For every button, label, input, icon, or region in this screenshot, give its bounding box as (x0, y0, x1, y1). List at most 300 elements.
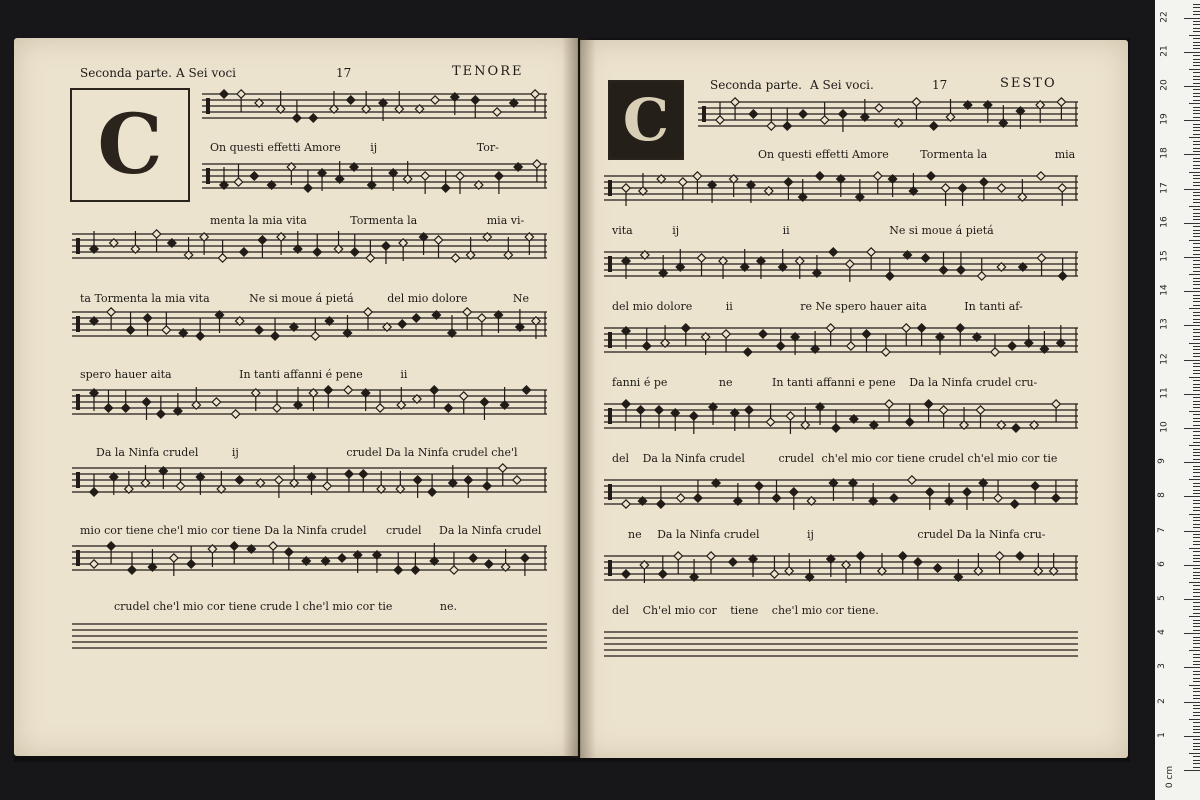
ruler-tick (1193, 767, 1200, 768)
ruler-tick (1193, 681, 1200, 682)
lyric: ta Tormenta la mia vita (80, 292, 210, 305)
ruler-tick (1184, 86, 1200, 87)
ruler-tick (1193, 418, 1200, 419)
ruler-tick (1189, 343, 1200, 344)
ruler-tick (1193, 544, 1200, 545)
ruler-tick (1189, 582, 1200, 583)
ruler-tick (1189, 240, 1200, 241)
ruler-tick (1193, 749, 1200, 750)
ruler-tick (1193, 267, 1200, 268)
open-book (14, 38, 1130, 762)
ruler-tick (1189, 548, 1200, 549)
ruler-tick (1193, 380, 1200, 381)
ruler-number: 7 (1156, 526, 1167, 533)
ruler-tick (1184, 291, 1200, 292)
ruler-tick (1189, 103, 1200, 104)
ruler-number: 2 (1156, 697, 1167, 704)
ruler-tick (1193, 271, 1200, 272)
ruler-tick (1193, 729, 1200, 730)
ruler-tick (1193, 534, 1200, 535)
ruler-tick (1193, 11, 1200, 12)
ruler-tick (1193, 524, 1200, 525)
measuring-ruler (1155, 0, 1200, 800)
ruler-tick (1193, 630, 1200, 631)
ruler-tick (1193, 295, 1200, 296)
ruler-tick (1193, 756, 1200, 757)
ruler-tick (1193, 284, 1200, 285)
ruler-number: 11 (1159, 387, 1170, 399)
ruler-tick (1193, 486, 1200, 487)
ruler-tick (1193, 332, 1200, 333)
ruler-tick (1193, 390, 1200, 391)
ruler-tick (1184, 565, 1200, 566)
lyric: Da la Ninfa crudel (642, 452, 745, 465)
ruler-tick (1193, 254, 1200, 255)
ruler-tick (1193, 281, 1200, 282)
ruler-tick (1193, 698, 1200, 699)
ruler-number: 1 (1156, 731, 1167, 738)
lyric: ch'el mio cor tiene crudel ch'el mio cor tie (821, 452, 1058, 465)
ruler-number: 15 (1159, 250, 1170, 262)
lyric: Da la Ninfa crudel (96, 446, 199, 459)
left-lyric-line-7 (114, 600, 457, 613)
right-lyric-line-2 (612, 224, 994, 237)
left-decorated-initial (70, 88, 190, 202)
ruler-tick (1193, 192, 1200, 193)
ruler-tick (1193, 620, 1200, 621)
ruler-tick (1193, 363, 1200, 364)
ruler-tick (1193, 346, 1200, 347)
ruler-tick (1193, 28, 1200, 29)
ruler-tick (1193, 161, 1200, 162)
lyric: Da la Ninfa crudel (657, 528, 760, 541)
ruler-tick (1193, 134, 1200, 135)
ruler-tick (1193, 510, 1200, 511)
ruler-tick (1193, 322, 1200, 323)
lyric: Da la Ninfa crudel (439, 524, 542, 537)
ruler-tick (1193, 712, 1200, 713)
ruler-tick (1184, 394, 1200, 395)
ruler-tick (1193, 743, 1200, 744)
ruler-tick (1193, 623, 1200, 624)
ruler-tick (1193, 319, 1200, 320)
ruler-tick (1193, 592, 1200, 593)
ruler-tick (1193, 739, 1200, 740)
lyric: crudel Da la Ninfa crudel che'l (346, 446, 518, 459)
ruler-tick (1193, 459, 1200, 460)
ruler-tick (1193, 315, 1200, 316)
lyric: crudel (778, 452, 815, 465)
ruler-tick (1193, 24, 1200, 25)
lyric: crudel che'l mio cor tiene crude l che'l mio cor tie (114, 600, 393, 613)
left-header-number: 17 (336, 66, 352, 80)
ruler-tick (1193, 14, 1200, 15)
left-lyric-line-1 (210, 141, 499, 154)
lyric: ii (400, 368, 408, 381)
ruler-tick (1193, 609, 1200, 610)
ruler-tick (1193, 537, 1200, 538)
ruler-tick (1184, 18, 1200, 19)
right-lyric-line-4 (612, 376, 1037, 389)
right-voice-name: SESTO (1000, 76, 1057, 91)
ruler-tick (1193, 585, 1200, 586)
ruler-tick (1193, 124, 1200, 125)
ruler-tick (1193, 558, 1200, 559)
lyric: Ch'el mio cor (642, 604, 717, 617)
ruler-tick (1193, 165, 1200, 166)
right-staff-4 (604, 322, 1078, 366)
ruler-tick (1193, 490, 1200, 491)
lyric: crudel (385, 524, 422, 537)
ruler-tick (1193, 353, 1200, 354)
lyric: ij (806, 528, 814, 541)
lyric: In tanti affanni é pene (239, 368, 363, 381)
ruler-tick (1189, 685, 1200, 686)
ruler-tick (1184, 120, 1200, 121)
ruler-tick (1193, 606, 1200, 607)
right-blank-staff (604, 626, 1078, 666)
ruler-tick (1193, 637, 1200, 638)
ruler-tick (1189, 308, 1200, 309)
ruler-number: 14 (1159, 284, 1170, 296)
ruler-tick (1193, 715, 1200, 716)
ruler-unit: 0 cm (1165, 765, 1176, 789)
ruler-tick (1193, 688, 1200, 689)
ruler-tick (1193, 76, 1200, 77)
ruler-tick (1193, 435, 1200, 436)
ruler-tick (1189, 514, 1200, 515)
ruler-tick (1193, 247, 1200, 248)
ruler-tick (1193, 79, 1200, 80)
ruler-tick (1193, 722, 1200, 723)
ruler-tick (1193, 298, 1200, 299)
lyric: ij (672, 224, 680, 237)
ruler-tick (1184, 325, 1200, 326)
ruler-tick (1184, 154, 1200, 155)
ruler-tick (1189, 411, 1200, 412)
ruler-tick (1193, 230, 1200, 231)
left-header-voices: A Sei voci (176, 66, 237, 80)
ruler-tick (1189, 274, 1200, 275)
lyric: Ne si moue á pietá (889, 224, 994, 237)
lyric: Tormenta la (350, 214, 418, 227)
ruler-tick (1193, 695, 1200, 696)
ruler-tick (1193, 45, 1200, 46)
ruler-number: 4 (1156, 629, 1167, 636)
ruler-tick (1193, 312, 1200, 313)
ruler-tick (1193, 397, 1200, 398)
lyric: ij (370, 141, 378, 154)
ruler-tick (1193, 243, 1200, 244)
lyric: vita (612, 224, 633, 237)
ruler-tick (1193, 65, 1200, 66)
ruler-tick (1193, 356, 1200, 357)
ruler-tick (1193, 366, 1200, 367)
left-initial-letter: C (97, 97, 163, 193)
lyric: crudel Da la Ninfa cru- (917, 528, 1046, 541)
ruler-tick (1184, 223, 1200, 224)
ruler-tick (1193, 691, 1200, 692)
ruler-tick (1193, 55, 1200, 56)
ruler-tick (1193, 373, 1200, 374)
ruler-tick (1184, 496, 1200, 497)
lyric: Tor- (476, 141, 499, 154)
ruler-tick (1193, 339, 1200, 340)
ruler-tick (1193, 613, 1200, 614)
ruler-tick (1193, 469, 1200, 470)
left-staff-3 (72, 228, 547, 272)
ruler-tick (1184, 667, 1200, 668)
ruler-number: 16 (1159, 216, 1170, 228)
ruler-tick (1193, 407, 1200, 408)
ruler-tick (1193, 42, 1200, 43)
ruler-tick (1193, 643, 1200, 644)
ruler-tick (1193, 452, 1200, 453)
ruler-tick (1193, 674, 1200, 675)
ruler-tick (1193, 589, 1200, 590)
right-staff-2 (604, 170, 1078, 214)
ruler-number: 8 (1156, 492, 1167, 499)
ruler-tick (1193, 48, 1200, 49)
lyric: ne (628, 528, 642, 541)
ruler-tick (1193, 575, 1200, 576)
ruler-tick (1193, 425, 1200, 426)
ruler-tick (1193, 175, 1200, 176)
ruler-tick (1189, 69, 1200, 70)
ruler-tick (1193, 59, 1200, 60)
ruler-tick (1193, 493, 1200, 494)
ruler-tick (1193, 746, 1200, 747)
lyric: In tanti affanni e pene (771, 376, 896, 389)
ruler-tick (1193, 199, 1200, 200)
ruler-tick (1184, 360, 1200, 361)
ruler-tick (1193, 431, 1200, 432)
ruler-tick (1193, 130, 1200, 131)
ruler-tick (1193, 182, 1200, 183)
ruler-tick (1189, 719, 1200, 720)
lyric: che'l mio cor tiene. (771, 604, 879, 617)
ruler-tick (1193, 647, 1200, 648)
ruler-tick (1189, 172, 1200, 173)
ruler-tick (1193, 387, 1200, 388)
right-header-part: Seconda parte. (710, 78, 802, 92)
ruler-number: 3 (1156, 663, 1167, 670)
right-lyric-line-6 (628, 528, 1046, 541)
ruler-tick (1193, 62, 1200, 63)
ruler-tick (1193, 7, 1200, 8)
right-header-number: 17 (932, 78, 948, 92)
ruler-tick (1193, 233, 1200, 234)
lyric: ii (725, 300, 733, 313)
ruler-number: 10 (1159, 421, 1170, 433)
ruler-tick (1193, 226, 1200, 227)
ruler-number: 13 (1159, 318, 1170, 331)
right-staff-7 (604, 550, 1078, 594)
ruler-tick (1193, 185, 1200, 186)
ruler-tick (1193, 561, 1200, 562)
ruler-number: 17 (1159, 181, 1170, 194)
ruler-tick (1193, 732, 1200, 733)
right-staff-1 (698, 96, 1078, 140)
ruler-tick (1193, 472, 1200, 473)
ruler-tick (1189, 753, 1200, 754)
ruler-tick (1193, 158, 1200, 159)
ruler-number: 5 (1156, 595, 1167, 601)
lyric: menta la mia vita (210, 214, 307, 227)
lyric: tiene (730, 604, 759, 617)
ruler-tick (1189, 479, 1200, 480)
ruler-tick (1193, 551, 1200, 552)
ruler-tick (1193, 500, 1200, 501)
ruler-tick (1193, 168, 1200, 169)
left-staff-1 (202, 88, 547, 132)
ruler-tick (1189, 445, 1200, 446)
ruler-tick (1193, 301, 1200, 302)
right-staff-5 (604, 398, 1078, 442)
ruler-number: 19 (1159, 113, 1170, 125)
ruler-tick (1193, 141, 1200, 142)
ruler-tick (1193, 401, 1200, 402)
ruler-number: 9 (1156, 458, 1167, 465)
left-voice-name: TENORE (452, 64, 524, 79)
lyric: re Ne spero hauer aita (800, 300, 927, 313)
lyric: mia vi- (486, 214, 525, 227)
ruler-tick (1193, 654, 1200, 655)
left-lyric-line-6 (80, 524, 541, 537)
ruler-number: 22 (1159, 10, 1170, 23)
left-lyric-line-3 (80, 292, 529, 305)
lyric: fanni é pe (612, 376, 668, 389)
ruler-tick (1193, 438, 1200, 439)
ruler-tick (1184, 633, 1200, 634)
ruler-tick (1193, 216, 1200, 217)
ruler-tick (1193, 107, 1200, 108)
ruler-tick (1193, 236, 1200, 237)
ruler-number: 18 (1159, 147, 1170, 160)
ruler-tick (1184, 462, 1200, 463)
ruler-tick (1193, 100, 1200, 101)
ruler-tick (1193, 705, 1200, 706)
ruler-tick (1193, 151, 1200, 152)
ruler-tick (1193, 96, 1200, 97)
ruler-tick (1193, 568, 1200, 569)
ruler-tick (1193, 38, 1200, 39)
right-lyric-line-1 (758, 148, 1075, 161)
ruler-tick (1193, 708, 1200, 709)
lyric: ne. (439, 600, 458, 613)
ruler-tick (1193, 678, 1200, 679)
ruler-tick (1193, 760, 1200, 761)
ruler-tick (1193, 113, 1200, 114)
lyric: del mio dolore (387, 292, 468, 305)
ruler-tick (1193, 503, 1200, 504)
ruler-tick (1193, 329, 1200, 330)
lyric: del mio dolore (612, 300, 693, 313)
ruler-tick (1193, 195, 1200, 196)
ruler-tick (1193, 384, 1200, 385)
left-staff-5 (72, 384, 547, 428)
left-staff-2 (202, 158, 547, 202)
left-staff-7 (72, 540, 547, 584)
ruler-tick (1189, 377, 1200, 378)
lyric: ii (782, 224, 790, 237)
right-lyric-line-5 (612, 452, 1057, 465)
ruler-tick (1193, 657, 1200, 658)
lyric: In tanti af- (964, 300, 1023, 313)
ruler-tick (1193, 178, 1200, 179)
ruler-tick (1193, 260, 1200, 261)
ruler-tick (1193, 596, 1200, 597)
ruler-tick (1189, 137, 1200, 138)
right-header-voices: A Sei voci. (810, 78, 874, 92)
ruler-tick (1193, 421, 1200, 422)
ruler-tick (1193, 31, 1200, 32)
ruler-tick (1193, 278, 1200, 279)
ruler-tick (1193, 455, 1200, 456)
right-decorated-initial (608, 80, 684, 160)
lyric: Ne si moue á pietá (249, 292, 354, 305)
right-lyric-line-3 (612, 300, 1023, 313)
right-page (580, 40, 1128, 758)
lyric: Ne (512, 292, 530, 305)
right-staff-6 (604, 474, 1078, 518)
ruler-number: 21 (1159, 45, 1170, 57)
ruler-tick (1193, 117, 1200, 118)
ruler-tick (1184, 189, 1200, 190)
ruler-tick (1193, 507, 1200, 508)
lyric: Da la Ninfa crudel cru- (909, 376, 1038, 389)
ruler-tick (1184, 257, 1200, 258)
left-staff-4 (72, 306, 547, 350)
ruler-number: 6 (1156, 560, 1167, 567)
ruler-tick (1193, 541, 1200, 542)
lyric: mia (1054, 148, 1076, 161)
ruler-tick (1193, 517, 1200, 518)
ruler-tick (1193, 209, 1200, 210)
ruler-tick (1193, 288, 1200, 289)
left-staff-6 (72, 462, 547, 506)
lyric: spero hauer aita (80, 368, 172, 381)
left-lyric-line-2 (210, 214, 524, 227)
lyric: del (612, 452, 630, 465)
right-initial-letter: C (622, 86, 670, 154)
ruler-tick (1184, 770, 1200, 771)
ruler-tick (1193, 404, 1200, 405)
ruler-tick (1193, 4, 1200, 5)
lyric: On questi effetti Amore (210, 141, 341, 154)
ruler-tick (1193, 555, 1200, 556)
lyric: On questi effetti Amore (758, 148, 889, 161)
lyric: Tormenta la (920, 148, 988, 161)
ruler-tick (1193, 264, 1200, 265)
ruler-tick (1184, 428, 1200, 429)
ruler-tick (1184, 599, 1200, 600)
ruler-tick (1193, 93, 1200, 94)
ruler-tick (1193, 127, 1200, 128)
ruler-tick (1193, 219, 1200, 220)
left-lyric-line-4 (80, 368, 407, 381)
lyric: del (612, 604, 630, 617)
ruler-tick (1184, 531, 1200, 532)
ruler-tick (1193, 671, 1200, 672)
ruler-tick (1189, 650, 1200, 651)
ruler-tick (1193, 726, 1200, 727)
ruler-tick (1184, 736, 1200, 737)
ruler-tick (1193, 349, 1200, 350)
ruler-tick (1184, 52, 1200, 53)
ruler-tick (1193, 572, 1200, 573)
lyric: ij (231, 446, 239, 459)
